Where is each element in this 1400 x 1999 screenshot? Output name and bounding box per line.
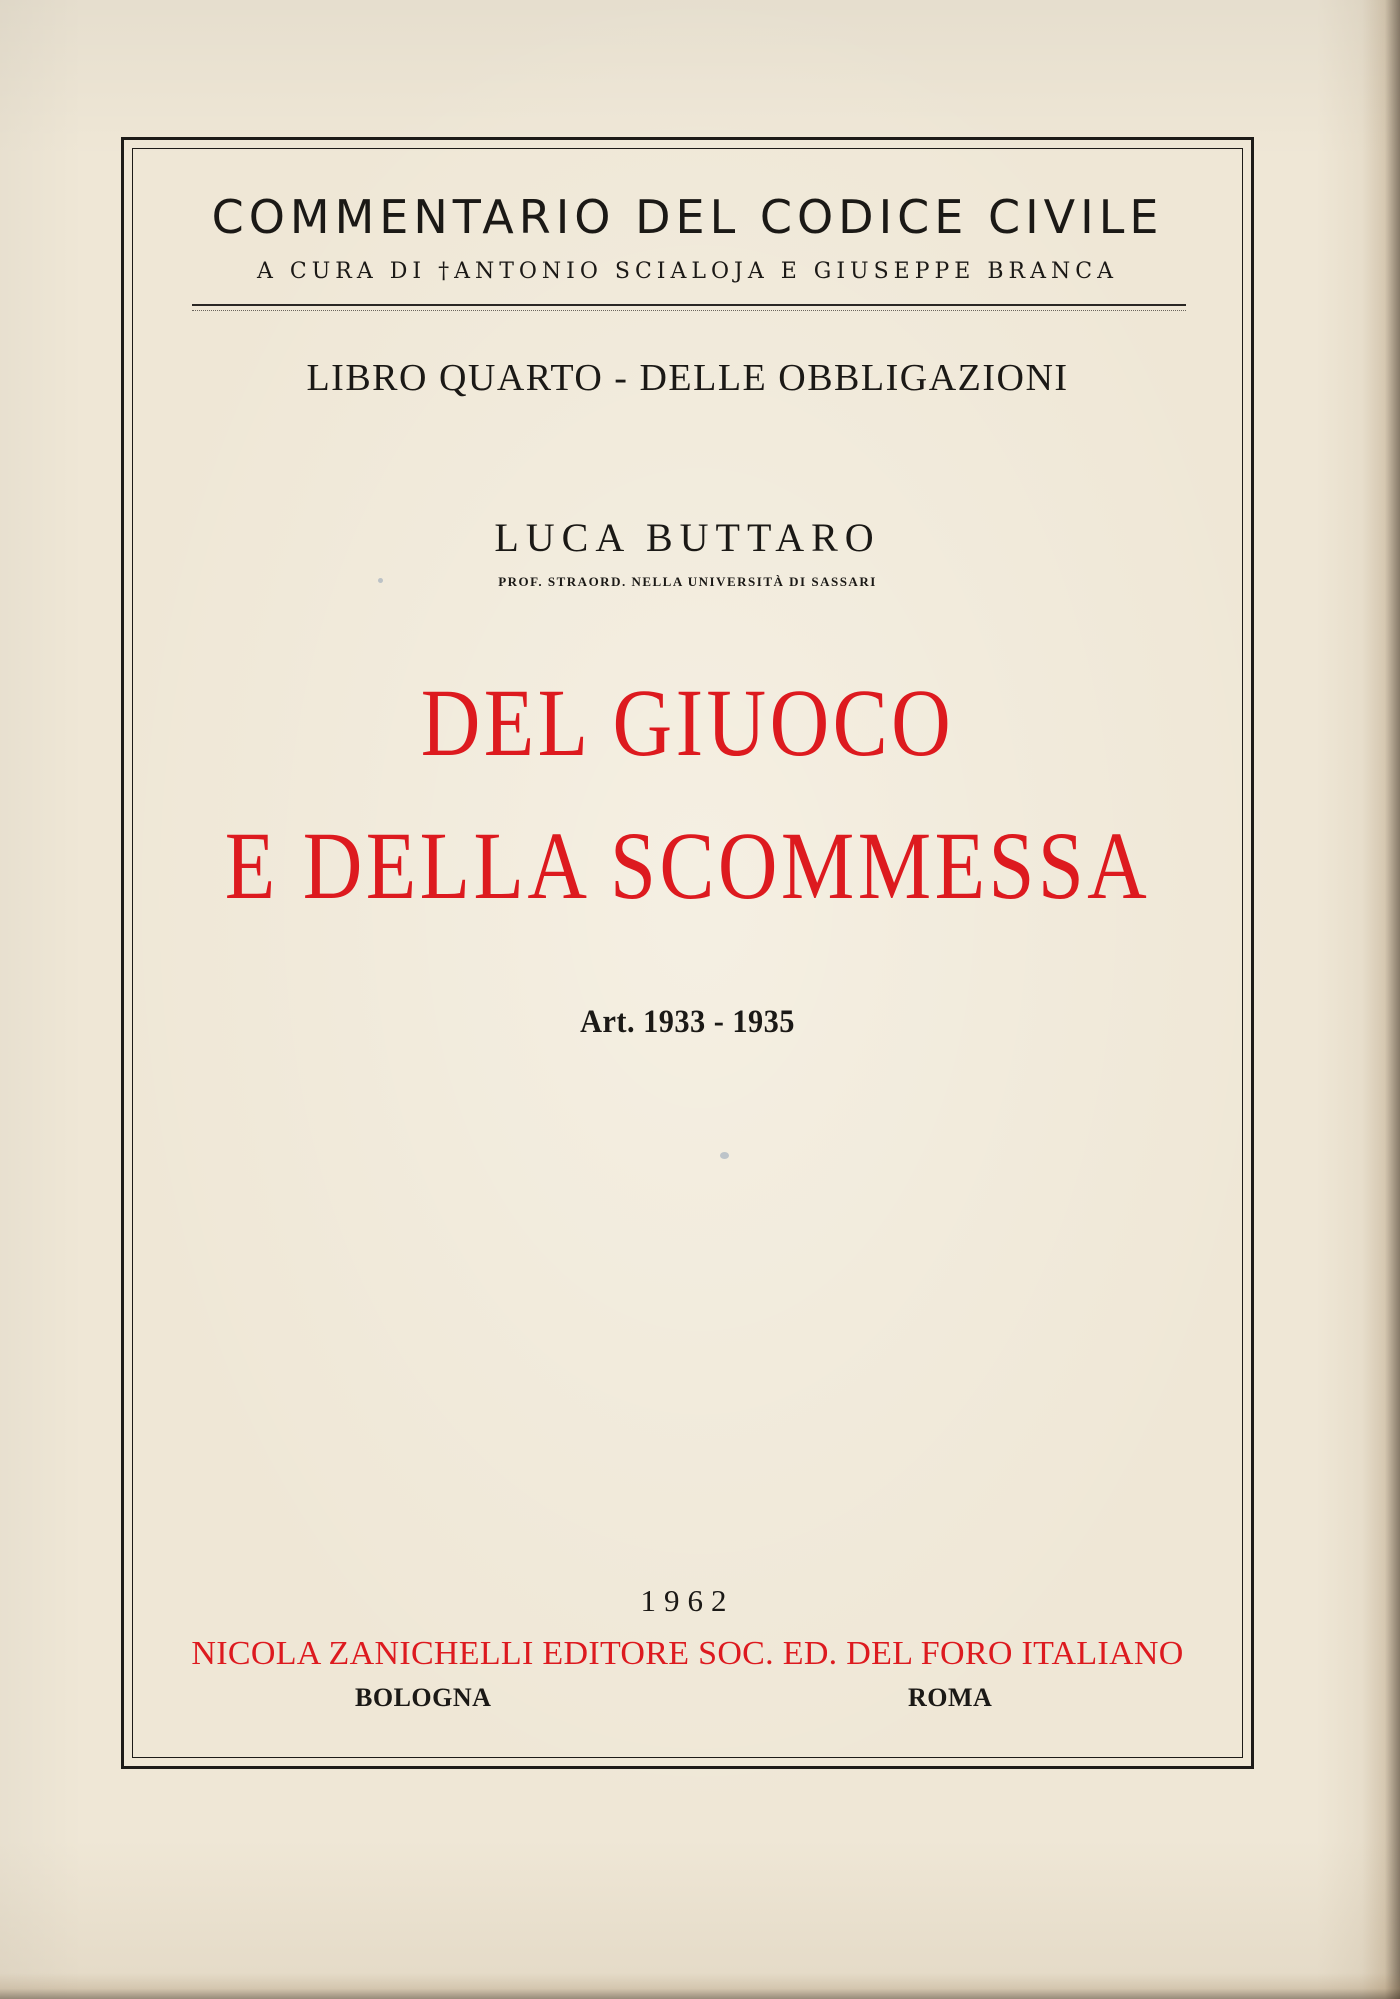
city-roma: ROMA: [908, 1683, 993, 1712]
article-range: Art. 1933 - 1935: [580, 1004, 795, 1040]
author-affiliation: PROF. STRAORD. NELLA UNIVERSITÀ DI SASSARI: [498, 574, 877, 589]
header-rule-dotted: [192, 310, 1186, 311]
page-edge-shadow-bottom: [0, 1973, 1400, 1999]
main-title-line-1: DEL GIUOCO: [420, 669, 955, 776]
series-editors: A CURA DI †ANTONIO SCIALOJA E GIUSEPPE BRANCA: [257, 259, 1118, 284]
header-rule: [192, 304, 1186, 306]
publication-year: 1962: [640, 1583, 735, 1618]
city-bologna: BOLOGNA: [355, 1683, 492, 1712]
paper-speck: [378, 578, 383, 583]
author-name: LUCA BUTTARO: [494, 515, 881, 560]
paper-speck: [720, 1152, 729, 1159]
page-edge-shadow-right: [1362, 0, 1400, 1999]
book-part-heading: LIBRO QUARTO - DELLE OBBLIGAZIONI: [306, 357, 1069, 399]
series-title: COMMENTARIO DEL CODICE CIVILE: [211, 190, 1164, 244]
publisher-name: NICOLA ZANICHELLI EDITORE SOC. ED. DEL FORO ITALIANO: [191, 1635, 1184, 1672]
main-title-line-2: E DELLA SCOMMESSA: [224, 812, 1151, 919]
